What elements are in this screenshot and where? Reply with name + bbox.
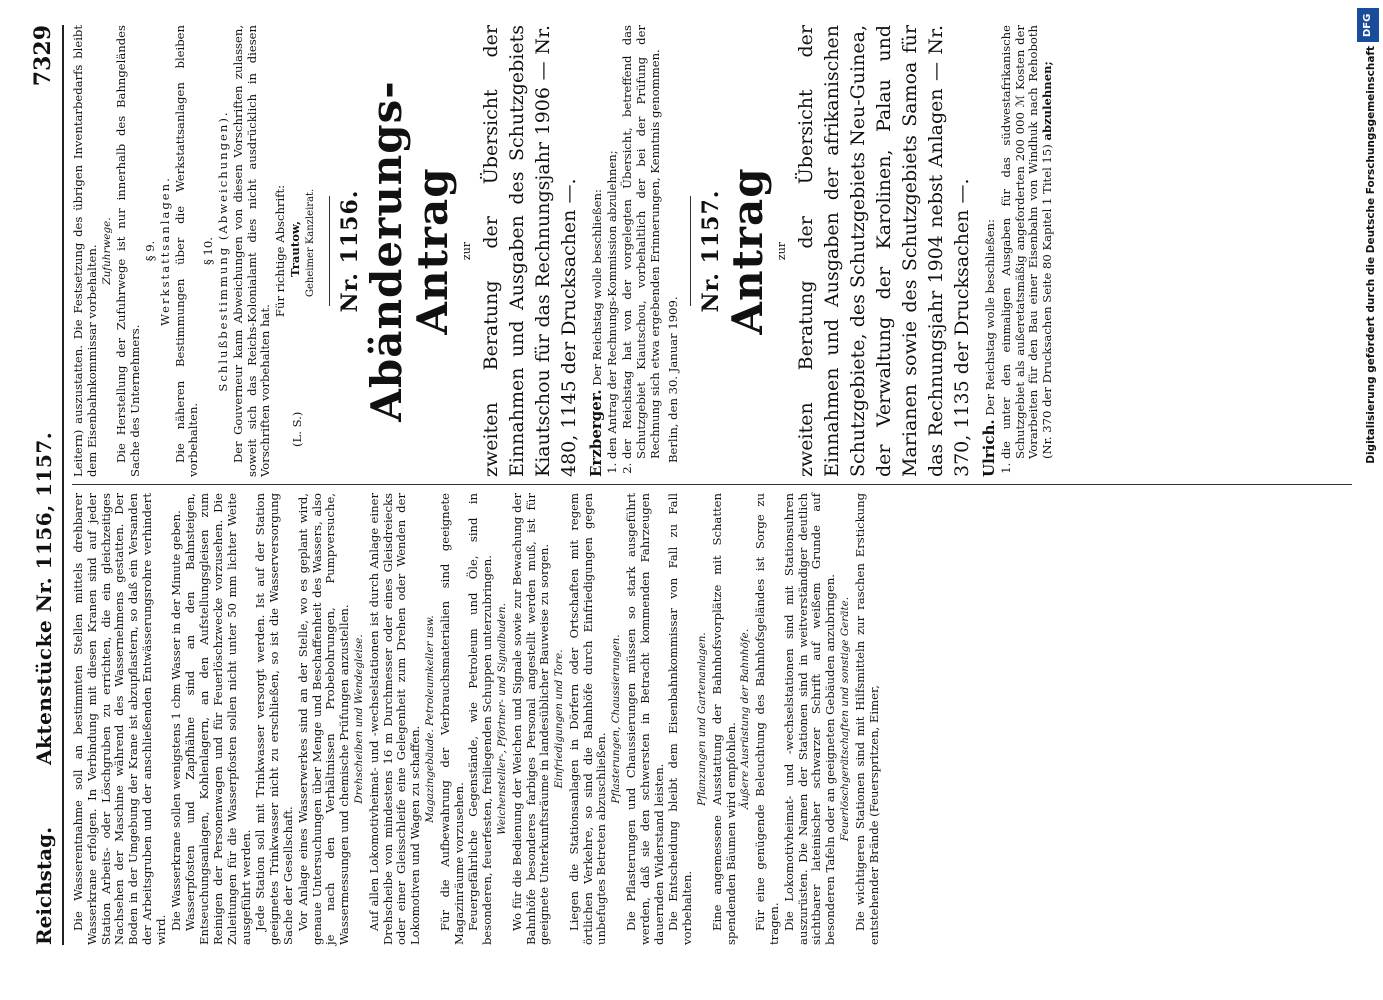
section-title: Schlußbestimmung (Abweichungen). [215,110,230,392]
list-item-emphasis: abzulehnen; [1040,61,1055,141]
paragraph: Der Gouverneur kann Abweichungen von diesen Vorschriften zulassen, soweit sich das Reichs-Kolonialamt dies nicht ausdrücklich in diesen Vorschriften vorbehalten hat. [230,25,273,477]
paragraph: Die Herstellung der Zufuhrwege ist nur innerhalb des Bahngeländes Sache des Unternehmers. [114,25,143,477]
motion-items-1157 [1000,25,1055,459]
paragraph: Jede Station soll mit Trinkwasser versorgt werden. Ist auf der Station geeignetes Trinkwasser nicht zu erschließen, so ist die Wasserversorgung Sache der Gesellschaft. [253,493,295,945]
section-number: § 9. [142,240,157,262]
page-number: 7329 [30,25,56,87]
motion-description-1156: zweiten Beratung der Übersicht der Einnahmen und Ausgaben des Schutzgebiets Kiautschou für das Rechnungsjahr 1906 — Nr. 480, 1145 der Drucksachen —. [479,25,580,477]
signature-block [289,25,319,477]
paragraph: Feuergefährliche Gegenstände, wie Petroleum und Öle, sind in besonderen, feuerfesten, freiliegenden Schuppen unterzubringen. [466,493,495,945]
paragraph: Wasserpfosten und Zapfhähne sind an den Bahnsteigen, Entseuchungsanlagen, Kohlenlagern, an den Aufstellungsgleisen zum Reinigen der Personenwagen und für Feuerlöschzwecke vorzusehen. Die Zuleitungen für die Wasserpfosten sollen nicht unter 50 mm lichter Weite ausgeführt werden. [183,493,253,945]
paragraph: Die Lokomotivheimat- und -wechselstationen sind mit Stationsuhren auszurüsten. Die Namen der Stationen sind in weitverständiger deutlich sichtbarer lateinischer schwarzer Schrift auf weißem Grunde auf besonderen Tafeln oder an geeigneten Gebäuden anzubringen. [781,493,838,945]
scanned-page [20,15,1365,955]
subheading: Einfriedigungen und Tore. [553,649,566,789]
zur-label: zur [459,241,473,261]
seal-mark: (L. S.) [289,411,304,447]
separator-line [690,196,691,306]
side-attribution-bar [1353,0,1383,1000]
title-1157: Antrag [723,167,773,335]
paragraph: Liegen die Stationsanlagen in Dörfern oder Ortschaften mit regem örtlichen Verkehre, so sind die Bahnhöfe durch Einfriedigungen gegen unbefugtes Betreten abzuschließen. [566,493,609,945]
paragraph: Die Pflasterungen und Chaussierungen müssen so stark ausgeführt werden, daß sie den schwersten in Betracht kommenden Fahrzeugen dauernden Widerstand leisten. [624,493,666,945]
paragraph: Für die Aufbewahrung der Verbrauchsmaterialien sind geeignete Magazinräume vorzusehen. [437,493,466,945]
section-title: Werkstattsanlagen. [157,176,172,326]
list-item: 2. der Reichstag hat von der vorgelegten Übersicht, betreffend das Schutzgebiet Kiautschou, vorbehaltlich der bei der Prüfung der Rechnung sich etwa ergebenden Erinnerungen, Kenntnis genommen. [621,25,662,459]
doc-number-1156: Nr. 1156. [336,189,363,313]
right-column [72,25,1059,477]
list-item [1000,25,1055,459]
signer-name: Trautow, [287,221,302,277]
copy-note: Für richtige Abschrift: [273,184,288,318]
motion-items-1156 [606,25,662,459]
paragraph: Die Entscheidung bleibt dem Eisenbahnkommissar von Fall zu Fall vorbehalten. [666,493,695,945]
date-line: Berlin, den 30. Januar 1909. [665,296,680,463]
subheading: Pflasterungen, Chaussierungen. [610,634,623,804]
zur-label: zur [775,241,789,261]
paragraph: Vor Anlage eines Wasserwerkes sind an der Stelle, wo es geplant wird, genaue Untersuchungen über Menge und Beschaffenheit des Wassers, also je nach den Verhältnissen Probebohrungen, Pumpversuche, Wassermessungen und chemische Prüfungen anzustellen. [295,493,352,945]
list-item-text: die unter den einmaligen Ausgaben für das südwestafrikanische Schutzgebiet als außeretatsmäßig angeforderten 200 000 ℳ Kosten der Vorarbeiten für den Bau einer Eisenbahn von Windhuk nach Rehoboth (Nr. 370 der Drucksachen Seite 80 Kapitel 1 Titel 15) [998,25,1055,459]
section-number: § 10. [201,237,216,265]
subheading: Drehscheiben und Wendegleise. [352,634,365,804]
header-middle: Aktenstücke Nr. 1156, 1157. [32,431,56,765]
subheading: Feuerlöschgerätschaften und sonstige Geräte. [839,596,852,842]
paragraph: Die wichtigeren Stationen sind mit Hilfsmitteln zur raschen Erstickung entstehender Brände (Feuerspritzen, Eimer, [852,493,881,945]
paragraph: Auf allen Lokomotivheimat- und -wechselstationen ist durch Anlage einer Drehscheibe von mindestens 16 m Durchmesser oder eines Gleisdreiecks oder einer Gleisschleife eine Gelegenheit zum Drehen oder Wenden der Lokomotiven und Wagen zu schaffen. [366,493,423,945]
subheading: Äußere Ausrüstung der Bahnhöfe. [739,628,752,810]
list-item: 1. den Antrag der Rechnungs-Kommission abzulehnen; [606,25,620,459]
motion-intro-text: Der Reichstag wolle beschließen: [982,219,997,416]
mover-name: Erzberger. [586,389,605,477]
doc-number-1157: Nr. 1157. [698,189,725,313]
subheading: Magazingebäude. Petroleumkeller usw. [423,615,436,823]
motion-intro [586,25,605,477]
page-header [28,25,64,945]
paragraph: Eine angemessene Ausstattung der Bahnhofsvorplätze mit Schatten spendenden Bäumen wird empfohlen. [709,493,738,945]
motion-intro [979,25,998,477]
paragraph: Für eine genügende Beleuchtung des Bahnhofsgeländes ist Sorge zu tragen. [753,493,782,945]
mover-name: Ulrich. [979,419,998,477]
subheading: Weichensteller-, Pförtner- und Signalbuden. [495,603,508,835]
paragraph: Die näheren Bestimmungen über die Werkstattsanlagen bleiben vorbehalten. [172,25,201,477]
paragraph: Die Wasserentnahme soll an bestimmten Stellen mittels drehbarer Wasserkrane erfolgen. In Verbindung mit diesen Kranen sind auf jeder Station Arbeits- oder Löschgruben zu errichten, die ein gleichzeitiges Nachsehen der Maschine während des Wassernehmens gestatten. Der Boden in der Umgebung der Krane ist abzupflastern, so daß ein Versanden der Arbeitsgruben und der anschließenden Entwässerungsrohre verhindert wird. [71,493,168,945]
title-1156: Abänderungs-Antrag [361,80,457,422]
separator-line [329,196,330,306]
motion-intro-text: Der Reichstag wolle beschließen: [589,189,604,386]
paragraph: Wo für die Bedienung der Weichen und Signale sowie zur Bewachung der Bahnhöfe besonderes farbiges Personal angestellt werden muß, ist für geeignete Unterkunftsräume in landesüblicher Bauweise zu sorgen. [509,493,552,945]
paragraph: Leitern) auszustatten. Die Festsetzung des übrigen Inventarbedarfs bleibt dem Eisenbahnkommissar vorbehalten. [71,25,99,477]
signer-title: Geheimer Kanzleirat. [304,188,316,297]
subheading: Zufuhrwege. [100,217,113,285]
left-column [72,493,882,945]
subheading: Pflanzungen und Gartenanlagen. [696,632,709,806]
column-divider [72,484,1352,485]
funding-note: Digitalisierung gefördert durch die Deutsche Forschungsgemeinschaft [1365,46,1377,464]
motion-description-1157: zweiten Beratung der Übersicht der Einnahmen und Ausgaben der afrikanischen Schutzgebiete, des Schutzgebiets Neu-Guinea, der Verwaltung der Karolinen, Palau und Marianen sowie des Schutzgebiets Samoa für das Rechnungsjahr 1904 nebst Anlagen — Nr. 370, 1135 der Drucksachen —. [794,25,973,477]
dfg-logo: DFG [1357,8,1379,42]
paragraph: Die Wasserkrane sollen wenigstens 1 cbm Wasser in der Minute geben. [168,510,183,931]
header-left: Reichstag. [32,826,56,945]
